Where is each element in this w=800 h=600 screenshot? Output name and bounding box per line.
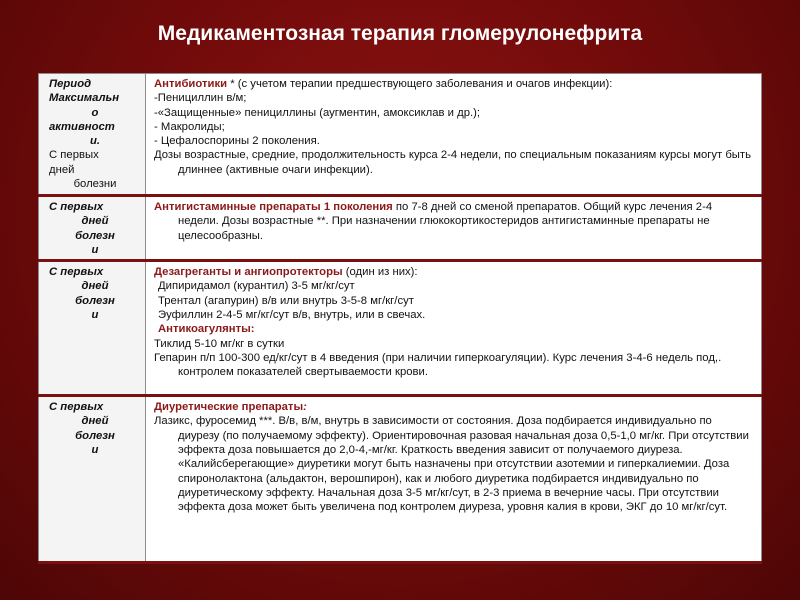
section-heading: Антибиотики [154, 78, 228, 90]
table-row-antiplatelets [39, 261, 762, 396]
subsection-heading: Антикоагулянты: [158, 323, 255, 336]
period-label: и [91, 243, 99, 256]
table-row-antihistamines [39, 196, 762, 261]
section-heading-line [154, 265, 755, 279]
drug-line: Трентал (агапурин) в/в или внутрь 3-5-8 мг/кг/сут [158, 294, 414, 307]
period-label: С первых [49, 266, 104, 279]
section-heading-line [154, 400, 755, 414]
period-label: дней [81, 280, 109, 293]
period-label: и [91, 444, 99, 457]
drug-line: Дипиридамол (курантил) 3-5 мг/кг/сут [158, 280, 355, 293]
period-cell [39, 196, 146, 261]
period-label: С первых [49, 201, 104, 213]
period-text: С первых [49, 149, 99, 162]
period-label: о [91, 106, 99, 119]
period-text: болезни [73, 178, 117, 191]
period-cell [39, 74, 146, 196]
period-label: и [91, 309, 99, 322]
period-label: Период [49, 78, 92, 90]
drug-line: Тиклид 5-10 мг/кг в сутки [154, 337, 285, 350]
treatment-cell [146, 196, 762, 261]
table-row-antibiotics [39, 74, 762, 196]
section-heading-line [154, 77, 755, 91]
period-label: С первых [49, 401, 104, 414]
section-heading-suffix: : [303, 401, 307, 414]
section-heading: Антигистаминные препараты 1 поколения [154, 201, 393, 213]
treatment-cell [146, 396, 762, 563]
period-label: болезн [75, 229, 115, 242]
section-note: (один из них): [342, 266, 418, 279]
drug-line: Эуфиллин 2-4-5 мг/кг/сут в/в, внутрь, или в свечах. [158, 309, 426, 322]
drug-line: Гепарин п/п 100-300 ед/кг/сут в 4 введения (при наличии гиперкоагуляции). Курс лечения 3-4-6 недель под,. контролем показателей свертываемости крови. [154, 351, 722, 379]
treatment-cell [146, 74, 762, 196]
drug-line: -Пенициллин в/м; [154, 92, 247, 105]
period-cell [39, 396, 146, 563]
page-title: Медикаментозная терапия гломерулонефрита [157, 22, 643, 45]
diuretic-description: Лазикс, фуросемид ***. В/в, в/м, внутрь в зависимости от состояния. Доза подбирается индивидуально по диурезу (по получаемому эффекту). Ориентировочная разовая начальная доза 0,5-1,0 мг/кг. При отсутствии эффекта доза повышается до 2,0-4,-мг/кг. Краткость введения зависит от получаемого диуреза. «Калийсберегающие» диуретики могут быть назначены при отсутствии азотемии и гиперкалиемии. Доза спиронолактона (альдактон, верошпирон), как и любого диуретика подбирается индивидуально по диуретическому эффекту. Начальная доза 3-5 мг/кг/сут, в 2-3 приема в вечерние часы. При отсутствии эффекта доза может быть увеличена под контролем диуреза, уровня калия в крови, ЭКГ до 10 мг/кг/сут. [154, 415, 749, 514]
period-cell [39, 261, 146, 396]
period-label: болезн [75, 294, 115, 307]
section-note: по 7-8 дней со сменой препаратов. Общий курс лечения 2-4 недели. Дозы возрастные **. При назначении глюкокортикостеридов антигистаминные препараты не целесообразны. [178, 201, 713, 242]
period-label: Максимальн [49, 92, 120, 105]
therapy-table [38, 73, 762, 564]
drug-line: - Макролиды; [154, 120, 225, 133]
period-label: болезн [75, 429, 115, 442]
period-label: дней [81, 415, 109, 428]
drug-line: -«Защищенные» пенициллины (аугментин, амоксиклав и др.); [154, 106, 481, 119]
period-label: и. [89, 135, 101, 148]
section-note: * (с учетом терапии предшествующего заболевания и очагов инфекции): [227, 78, 613, 90]
period-label: активност [49, 120, 115, 133]
period-label: дней [81, 215, 109, 228]
section-heading: Дезагреганты и ангиопротекторы [154, 266, 343, 279]
section-heading: Диуретические препараты [154, 401, 304, 414]
section-paragraph [154, 200, 755, 243]
drug-line: - Цефалоспорины 2 поколения. [154, 135, 320, 148]
dose-note: Дозы возрастные, средние, продолжительность курса 2-4 недели, по специальным показаниям курсы могут быть длиннее (активные очаги инфекции). [154, 149, 751, 176]
treatment-cell [146, 261, 762, 396]
period-text: дней [49, 163, 75, 176]
table-row-diuretics [39, 396, 762, 563]
